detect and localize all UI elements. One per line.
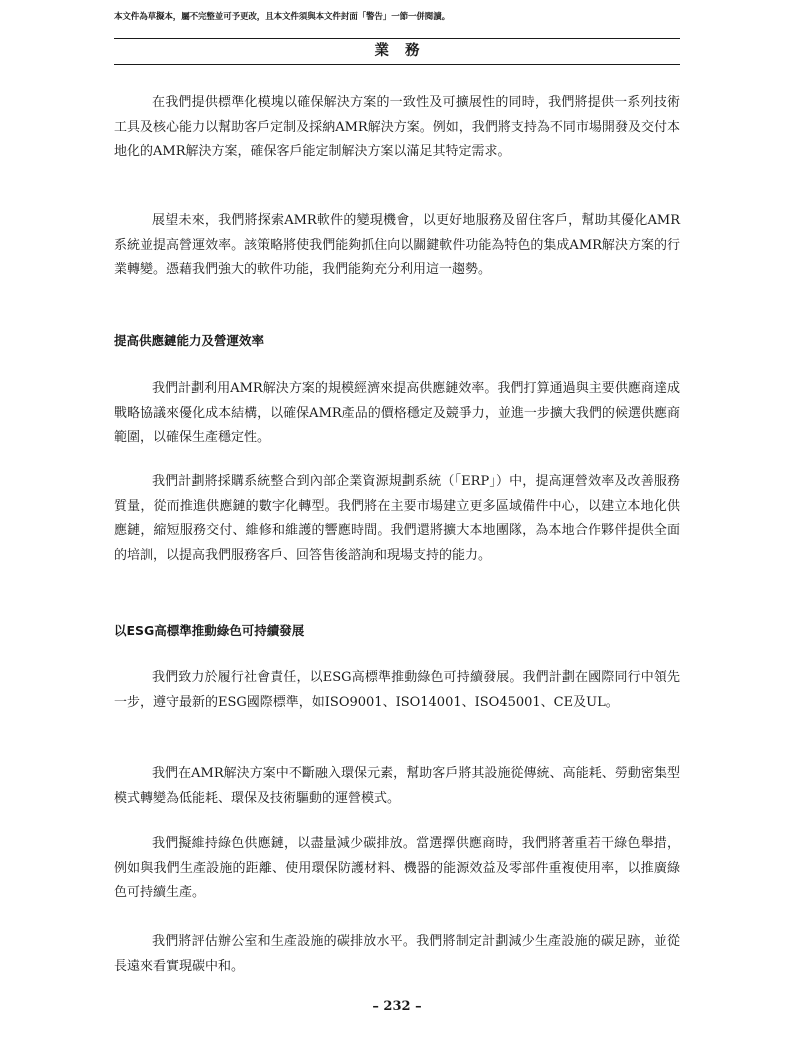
paragraph-erp-integration [114, 470, 680, 568]
page-number: – 232 – [372, 999, 422, 1014]
paragraph-text: 展望未來，我們將探索AMR軟件的變現機會，以更好地服務及留住客戶，幫助其優化AMR系統並提高營運效率。該策略將使我們能夠抓住向以關鍵軟件功能為特色的集成AMR解決方案的行業轉變。憑藉我們強大的軟件功能，我們能夠充分利用這一趨勢。 [114, 213, 680, 277]
paragraph-environmental-elements [114, 762, 680, 811]
paragraph-text: 我們致力於履行社會責任，以ESG高標準推動綠色可持續發展。我們計劃在國際同行中領先一步，遵守最新的ESG國際標準，如ISO9001、ISO14001、ISO45001、CE及UL。 [114, 670, 680, 710]
paragraph-standardized-modules [114, 91, 680, 165]
paragraph-economies-of-scale [114, 377, 680, 451]
paragraph-text: 我們計劃將採購系統整合到內部企業資源規劃系統（「ERP」）中，提高運營效率及改善服務質量，從而推進供應鏈的數字化轉型。我們將在主要市場建立更多區域備件中心，以建立本地化供應鏈，縮短服務交付、維修和維護的響應時間。我們還將擴大本地團隊，為本地合作夥伴提供全面的培訓，以提高我們服務客戶、回答售後諮詢和現場支持的能力。 [114, 474, 680, 563]
header-top-rule [114, 38, 680, 39]
section-heading: 提高供應鏈能力及營運效率 [114, 333, 265, 348]
paragraph-text: 我們在AMR解決方案中不斷融入環保元素，幫助客戶將其設施從傳統、高能耗、勞動密集型模式轉變為低能耗、環保及技術驅動的運營模式。 [114, 766, 680, 806]
paragraph-green-supply-chain [114, 832, 680, 906]
section-title: 業務 [374, 43, 436, 59]
paragraph-text: 我們計劃利用AMR解決方案的規模經濟來提高供應鏈效率。我們打算通過與主要供應商達成戰略協議來優化成本結構，以確保AMR產品的價格穩定及競爭力，並進一步擴大我們的候選供應商範圍，以確保生產穩定性。 [114, 381, 680, 445]
paragraph-text: 我們將評估辦公室和生產設施的碳排放水平。我們將制定計劃減少生產設施的碳足跡，並從長遠來看實現碳中和。 [114, 934, 680, 974]
section-heading: 以ESG高標準推動綠色可持續發展 [114, 623, 305, 638]
draft-warning: 本文件為草擬本，屬不完整並可予更改，且本文件須與本文件封面「警告」一節一併閱讀。 [114, 12, 451, 22]
header-bottom-rule [114, 64, 680, 65]
paragraph-software-monetization [114, 209, 680, 283]
heading-esg [114, 621, 680, 641]
paragraph-esg-standards [114, 666, 680, 715]
paragraph-text: 在我們提供標準化模塊以確保解決方案的一致性及可擴展性的同時，我們將提供一系列技術工具及核心能力以幫助客戶定制及採納AMR解決方案。例如，我們將支持為不同市場開發及交付本地化的AMR解決方案，確保客戶能定制解決方案以滿足其特定需求。 [114, 95, 680, 159]
heading-supply-chain [114, 331, 680, 351]
paragraph-text: 我們擬維持綠色供應鏈，以盡量減少碳排放。當選擇供應商時，我們將著重若干綠色舉措，例如與我們生產設施的距離、使用環保防護材料、機器的能源效益及零部件重複使用率，以推廣綠色可持續生產。 [114, 836, 680, 900]
paragraph-carbon-emission [114, 930, 680, 979]
